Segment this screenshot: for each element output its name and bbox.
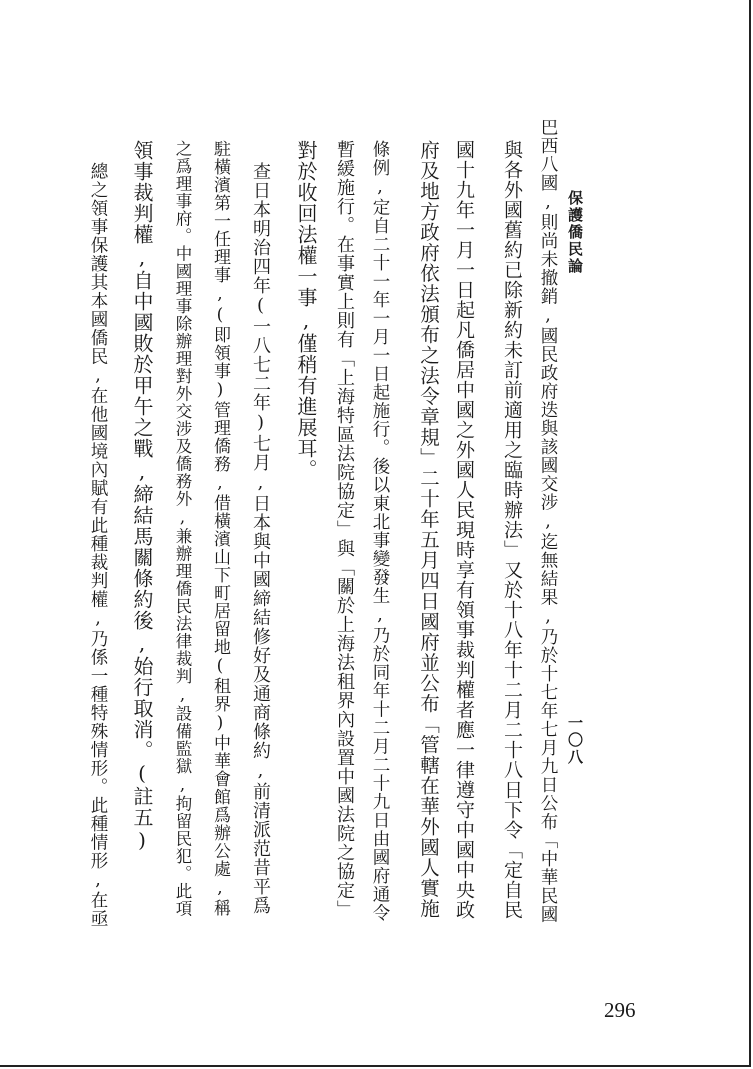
running-title: 保護僑民論 — [566, 190, 584, 275]
text-column-7: 對於收回法權一事,僅稍有進展耳。 — [294, 140, 318, 480]
text-column-1: 巴西八國,則尚未撤銷,國民政府迭與該國交涉,迄無結果,乃於十七年七月九日公布「中華民國 — [538, 118, 558, 924]
text-column-10: 之爲理事府。中國理事除辦理對外交涉及僑務外,兼辦理僑民法律裁判,設備監獄,拘留民犯。此項 — [173, 140, 192, 918]
text-column-6: 暫緩施行。在事實上則有「上海特區法院協定」與「關於上海法租界內設置中國法院之協定」 — [334, 140, 355, 919]
text-column-9: 駐橫濱第一任理事,(即領事)管理僑務,借橫濱山下町居留地(租界)中華會館爲辦公處,稱 — [210, 140, 230, 917]
page-number-kanji: 一〇八 — [566, 715, 584, 766]
text-column-12: 總之領事保護其本國僑民,在他國境內賦有此種裁判權,乃係一種特殊情形。此種情形,在亟 — [88, 162, 108, 928]
page-number: 296 — [604, 998, 636, 1022]
text-column-11: 領事裁判權,自中國敗於甲午之戰,締結馬關條約後,始行取消。(註五) — [130, 140, 154, 853]
text-column-5: 條例,定自二十一年一月一日起施行。後以東北事變發生,乃於同年十二月二十九日由國府通令 — [370, 140, 390, 922]
text-column-4: 府及地方政府依法頒布之法令章規」二十年五月四日國府並公布「管轄在華外國人實施 — [417, 140, 440, 919]
text-column-8: 查日本明治四年(一八七二年)七月,日本與中國締結修好及通商條約,前清派范昔平爲 — [250, 162, 271, 915]
text-column-2: 與各外國舊約已除新約未訂前適用之臨時辦法」又於十八年十二月二十八日下令「定自民 — [501, 140, 523, 920]
text-column-3: 國十九年一月一日起凡僑居中國之外國人民現時享有領事裁判權者應一律遵守中國中央政 — [453, 140, 475, 920]
